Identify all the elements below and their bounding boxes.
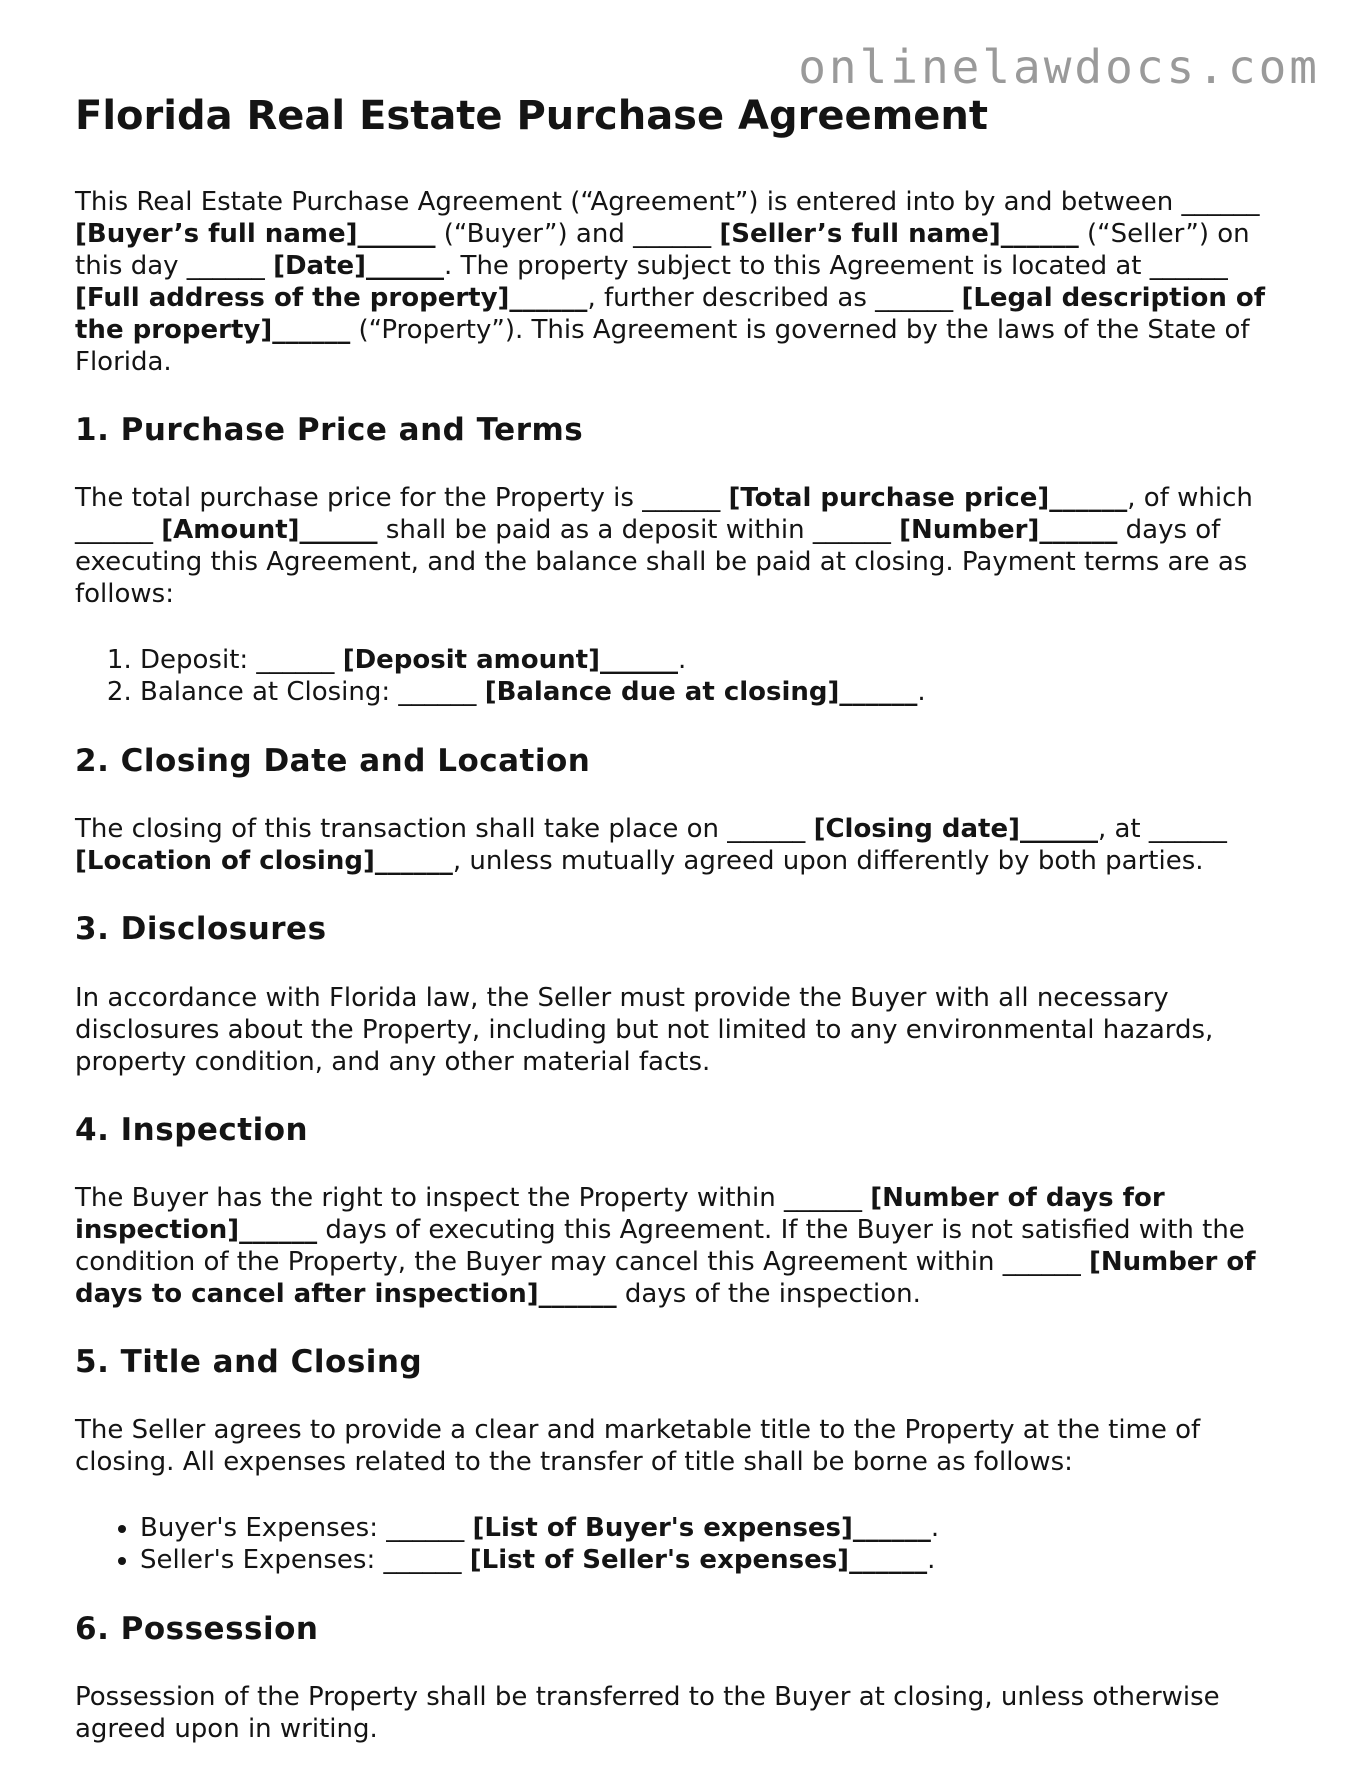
list-item-end: . xyxy=(930,1512,940,1543)
list-item xyxy=(140,644,1290,676)
section-text: days of the inspection. xyxy=(616,1278,921,1309)
section-text: , unless mutually agreed upon differently by both parties. xyxy=(452,846,1204,877)
closing-location-blank: [Location of closing]______ xyxy=(75,846,453,877)
section-heading-closing-date: 2. Closing Date and Location xyxy=(75,743,591,780)
date-blank: [Date]______ xyxy=(273,251,445,281)
seller-name-blank: [Seller’s full name]______ xyxy=(719,219,1079,249)
list-item xyxy=(140,676,1290,708)
list-item-label: Deposit: ______ xyxy=(140,645,343,676)
legal-description-blank: [Legal description of the property]______ xyxy=(75,283,1266,345)
list-item-end: . xyxy=(677,645,687,676)
section-heading-title-closing: 5. Title and Closing xyxy=(75,1343,423,1380)
intro-paragraph xyxy=(75,186,1290,378)
expenses-list xyxy=(75,1512,1290,1576)
list-item-label: Buyer's Expenses: ______ xyxy=(140,1512,473,1543)
disclosures-paragraph: In accordance with Florida law, the Seller must provide the Buyer with all necessary disclosures about the Property, including but not limited to any environmental hazards, property condition, and any other material facts. xyxy=(75,982,1214,1077)
list-item xyxy=(140,1544,1290,1576)
section-text: days of executing this Agreement. If the Buyer is not satisfied with the condition of the Property, the Buyer may cancel this Agreement within ______ xyxy=(75,1214,1245,1277)
section-heading-inspection: 4. Inspection xyxy=(75,1111,309,1148)
purchase-price-paragraph xyxy=(75,482,1290,610)
section-text: shall be paid as a deposit within ______ xyxy=(377,515,900,546)
cancel-days-blank: [Number of days to cancel after inspection]______ xyxy=(75,1246,1256,1309)
inspection-days-blank: [Number of days for inspection]______ xyxy=(75,1182,1165,1245)
intro-text: (“Seller”) on this day ______ xyxy=(75,219,1250,281)
list-item-end: . xyxy=(927,1544,936,1575)
list-item-label: Balance at Closing: ______ xyxy=(140,677,485,708)
section-text: , at ______ xyxy=(1097,814,1227,845)
intro-text: This Real Estate Purchase Agreement (“Agreement”) is entered into by and between ______ xyxy=(75,187,1260,217)
section-heading-disclosures: 3. Disclosures xyxy=(75,911,327,948)
intro-text: . The property subject to this Agreement is located at ______ xyxy=(444,251,1228,281)
deposit-blank: [Deposit amount]______ xyxy=(342,645,678,676)
section-text: The Buyer has the right to inspect the Property within ______ xyxy=(75,1182,871,1213)
buyer-expenses-blank: [List of Buyer's expenses]______ xyxy=(472,1512,931,1543)
seller-expenses-blank: [List of Seller's expenses]______ xyxy=(469,1544,928,1575)
intro-text: , further described as ______ xyxy=(587,283,962,313)
payment-terms-list xyxy=(75,644,1290,708)
document-body xyxy=(75,92,1290,1779)
balance-blank: [Balance due at closing]______ xyxy=(484,677,918,708)
title-closing-paragraph: The Seller agrees to provide a clear and marketable title to the Property at the time of closing. All expenses related to the transfer of title shall be borne as follows: xyxy=(75,1414,1201,1477)
inspection-paragraph xyxy=(75,1182,1290,1310)
closing-date-paragraph xyxy=(75,813,1290,877)
list-item-label: Seller's Expenses: ______ xyxy=(140,1544,470,1575)
section-heading-possession: 6. Possession xyxy=(75,1610,319,1647)
site-watermark: onlinelawdocs.com xyxy=(798,40,1320,94)
total-price-blank: [Total purchase price]______ xyxy=(728,483,1128,514)
intro-text: (“Property”). This Agreement is governed by the laws of the State of Florida. xyxy=(75,315,1250,377)
deposit-days-blank: [Number]______ xyxy=(899,515,1118,546)
list-item xyxy=(140,1512,1290,1544)
section-text: days of executing this Agreement, and the balance shall be paid at closing. Payment terms are as follows: xyxy=(75,515,1248,610)
section-text: , of which ______ xyxy=(75,483,1253,546)
buyer-name-blank: [Buyer’s full name]______ xyxy=(75,219,436,249)
deposit-amount-blank: [Amount]______ xyxy=(161,515,378,546)
document-title: Florida Real Estate Purchase Agreement xyxy=(75,93,989,139)
section-text: The total purchase price for the Property is ______ xyxy=(75,483,729,514)
property-address-blank: [Full address of the property]______ xyxy=(75,283,588,313)
intro-text: (“Buyer”) and ______ xyxy=(435,219,720,249)
closing-date-blank: [Closing date]______ xyxy=(813,814,1098,845)
possession-paragraph: Possession of the Property shall be transferred to the Buyer at closing, unless otherwise agreed upon in writing. xyxy=(75,1682,1220,1745)
section-heading-purchase-price: 1. Purchase Price and Terms xyxy=(75,412,584,448)
list-item-end: . xyxy=(917,677,926,708)
section-text: The closing of this transaction shall take place on ______ xyxy=(75,814,814,845)
